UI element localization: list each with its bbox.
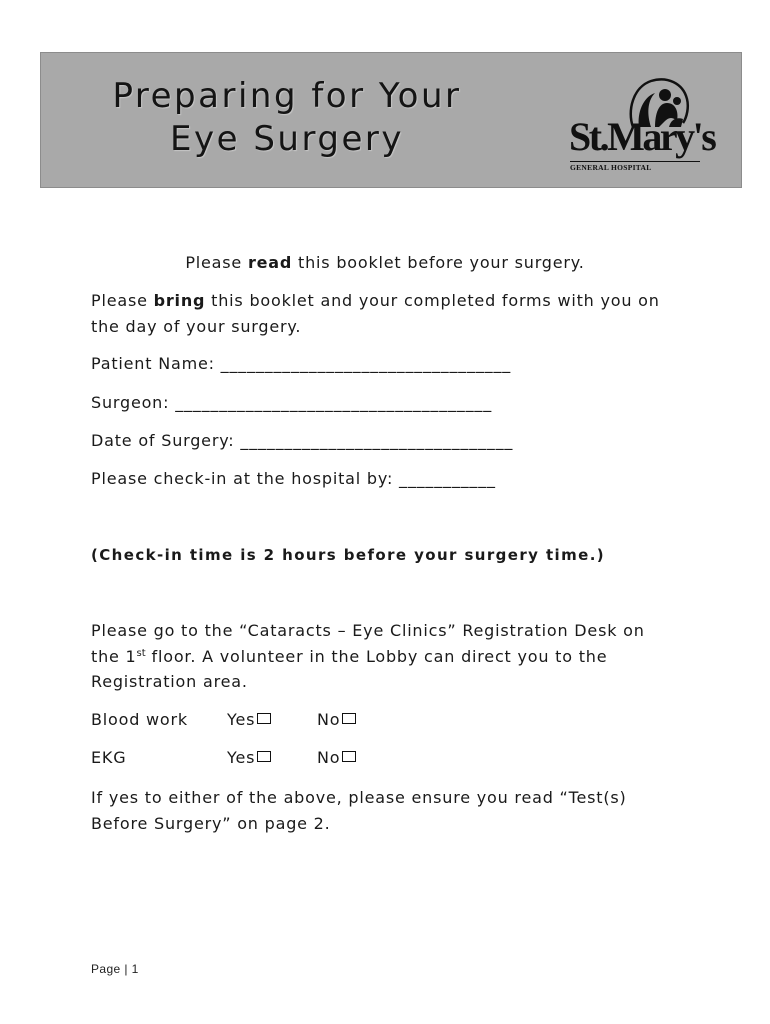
read-post: this booklet before your surgery. bbox=[292, 253, 585, 272]
ekg-no-label: No bbox=[317, 748, 341, 767]
surgeon-field[interactable]: Surgeon: ____________________________________ bbox=[91, 393, 492, 412]
logo-wordmark: St.Mary's bbox=[569, 114, 715, 159]
ekg-yes-option[interactable] bbox=[227, 745, 271, 771]
ordinal-suffix: st bbox=[136, 648, 146, 659]
followup-line1: If yes to either of the above, please ensure you read “Test(s) bbox=[91, 788, 627, 807]
bring-bold: bring bbox=[153, 291, 206, 310]
check-in-time-field[interactable]: Please check-in at the hospital by: ___________ bbox=[91, 469, 496, 488]
directions-line2-pre: the 1 bbox=[91, 647, 137, 666]
hospital-logo bbox=[567, 77, 715, 177]
blood-work-no-checkbox[interactable] bbox=[342, 713, 356, 724]
blood-work-label: Blood work bbox=[91, 710, 188, 729]
directions-line1: Please go to the “Cataracts – Eye Clinics” Registration Desk on bbox=[91, 621, 645, 640]
header-banner bbox=[40, 52, 742, 188]
blood-work-no-label: No bbox=[317, 710, 341, 729]
patient-name-field[interactable]: Patient Name: _________________________________ bbox=[91, 354, 512, 373]
read-pre: Please bbox=[185, 253, 248, 272]
blood-work-yes-option[interactable] bbox=[227, 707, 271, 733]
bring-instruction bbox=[91, 288, 660, 314]
bring-instruction-line2: the day of your surgery. bbox=[91, 317, 302, 336]
ekg-no-option[interactable] bbox=[317, 745, 356, 771]
blood-work-no-option[interactable] bbox=[317, 707, 356, 733]
title-line-2: Eye Surgery bbox=[170, 119, 404, 159]
ekg-yes-checkbox[interactable] bbox=[257, 751, 271, 762]
followup-line2: Before Surgery” on page 2. bbox=[91, 814, 331, 833]
date-of-surgery-field[interactable]: Date of Surgery: _______________________________ bbox=[91, 431, 514, 450]
directions-line3: Registration area. bbox=[91, 672, 248, 691]
read-instruction bbox=[0, 250, 770, 276]
bring-post: this booklet and your completed forms with you on bbox=[205, 291, 660, 310]
directions-line2 bbox=[91, 644, 607, 670]
logo-divider bbox=[570, 161, 700, 162]
logo-subtitle: GENERAL HOSPITAL bbox=[570, 163, 652, 172]
blood-work-yes-label: Yes bbox=[227, 710, 256, 729]
directions-line2-post: floor. A volunteer in the Lobby can direct you to the bbox=[145, 647, 608, 666]
ekg-no-checkbox[interactable] bbox=[342, 751, 356, 762]
read-bold: read bbox=[247, 253, 293, 272]
title-line-1: Preparing for Your bbox=[112, 76, 462, 116]
blood-work-yes-checkbox[interactable] bbox=[257, 713, 271, 724]
page-number: Page | 1 bbox=[91, 962, 139, 976]
ekg-yes-label: Yes bbox=[227, 748, 256, 767]
check-in-note: (Check-in time is 2 hours before your surgery time.) bbox=[91, 546, 606, 564]
bring-pre: Please bbox=[91, 291, 154, 310]
document-title bbox=[107, 75, 467, 161]
ekg-label: EKG bbox=[91, 748, 127, 767]
